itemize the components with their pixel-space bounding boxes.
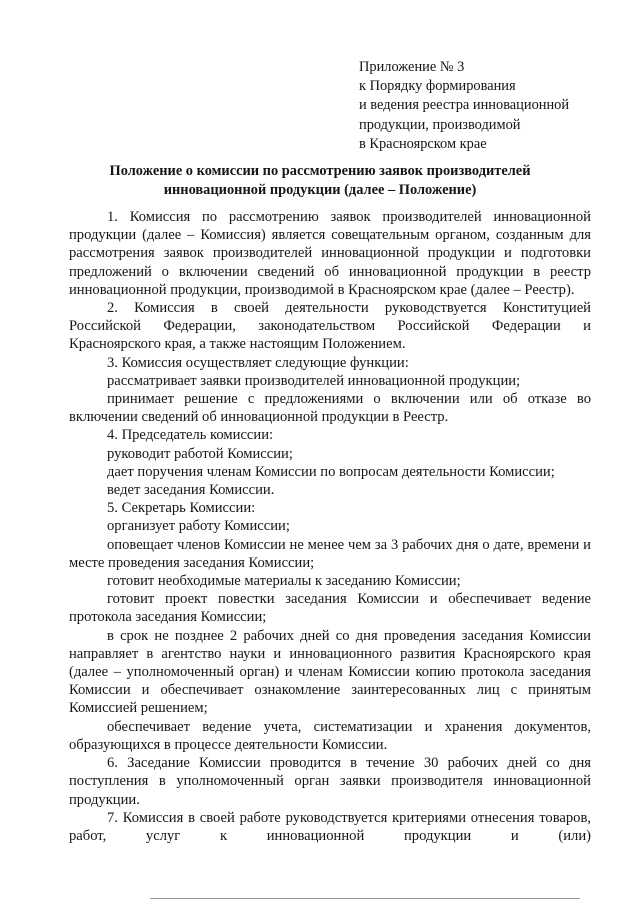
paragraph-6: 6. Заседание Комиссии проводится в течение 30 рабочих дней со дня поступления в уполномоченный орган заявки производителя инновационной продукции. <box>69 755 591 808</box>
secretary-duty-item: в срок не позднее 2 рабочих дней со дня проведения заседания Комиссии направляет в агентство науки и инновационного развития Красноярского края (далее – уполномоченный орган) и членам Комиссии копию протокола заседания Комиссии и обеспечивает ознакомление заинтересованных лиц с принятым Комиссией решением; <box>69 627 591 717</box>
paragraph-7: 7. Комиссия в своей работе руководствуется критериями отнесения товаров, работ, услуг к инновационной продукции и (или) <box>69 809 591 844</box>
chair-duty-item: ведет заседания Комиссии. <box>107 482 275 499</box>
appendix-header <box>359 58 569 154</box>
page-bottom-edge <box>150 898 580 899</box>
function-item: принимает решение с предложениями о включении или об отказе во включении сведений об инновационной продукции в Реестр. <box>69 391 591 426</box>
title-line-2: инновационной продукции (далее – Положение) <box>163 181 477 198</box>
appendix-line: продукции, производимой <box>359 116 521 133</box>
appendix-line: к Порядку формирования <box>359 78 516 95</box>
paragraph-2: 2. Комиссия в своей деятельности руководствуется Конституцией Российской Федерации, законодательством Российской Федерации и Красноярского края, а также настоящим Положением. <box>69 300 591 353</box>
secretary-duty-item: оповещает членов Комиссии не менее чем за 3 рабочих дня о дате, времени и месте проведения заседания Комиссии; <box>69 536 591 571</box>
document-title <box>60 162 580 199</box>
secretary-duty-item: обеспечивает ведение учета, систематизации и хранения документов, образующихся в процессе деятельности Комиссии. <box>69 718 591 753</box>
title-line-1: Положение о комиссии по рассмотрению заявок производителей <box>109 163 531 179</box>
document-body <box>69 208 591 845</box>
chair-duty-item: руководит работой Комиссии; <box>107 445 293 462</box>
appendix-line: и ведения реестра инновационной <box>359 97 570 114</box>
paragraph-3: 3. Комиссия осуществляет следующие функции: <box>107 354 409 371</box>
function-item: рассматривает заявки производителей инновационной продукции; <box>107 372 521 389</box>
secretary-duty-item: готовит необходимые материалы к заседанию Комиссии; <box>107 573 461 590</box>
appendix-line: Приложение № 3 <box>359 59 465 75</box>
secretary-duty-item: организует работу Комиссии; <box>107 518 290 535</box>
paragraph-1: 1. Комиссия по рассмотрению заявок производителей инновационной продукции (далее – Комиссия) является совещательным органом, созданным для рассмотрения заявок производителей инновационной продукции и подготовки предложений о включении сведений об инновационной продукции в реестр инновационной продукции, производимой в Красноярском крае (далее – Реестр). <box>69 209 591 298</box>
secretary-duty-item: готовит проект повестки заседания Комиссии и обеспечивает ведение протокола заседания Комиссии; <box>69 591 591 626</box>
paragraph-4: 4. Председатель комиссии: <box>107 427 274 444</box>
appendix-line: в Красноярском крае <box>359 135 487 152</box>
chair-duty-item: дает поручения членам Комиссии по вопросам деятельности Комиссии; <box>107 463 555 480</box>
paragraph-5: 5. Секретарь Комиссии: <box>107 500 256 517</box>
